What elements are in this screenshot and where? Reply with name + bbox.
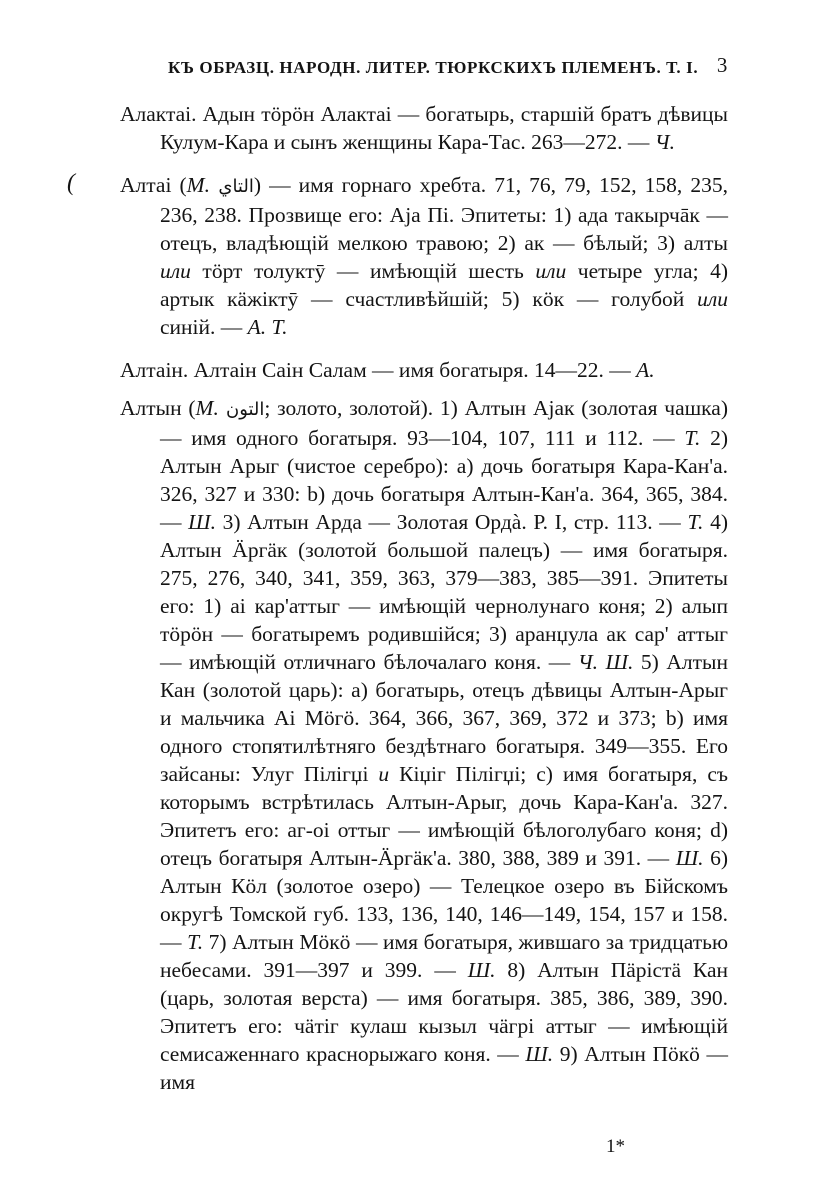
entry-text-segment: 6) Алтын Кӧл (золотое озеро) — Телецкое озеро въ Бійскомъ округѣ Томской губ. 133, 136, 140, 146—149, 154, 157 и 158. — bbox=[160, 846, 728, 954]
entry-text-segment: Т. bbox=[687, 510, 704, 534]
entry-text-segment: Т. bbox=[684, 426, 701, 450]
entry-text-segment: Ч. bbox=[654, 130, 675, 154]
entry-text-segment: или bbox=[697, 287, 728, 311]
entry-text-segment: ; золото, золотой). 1) Алтын Ајак (золотая чашка) — имя одного богатыря. 93—104, 107, 111 и 112. — bbox=[160, 396, 728, 450]
entry-text-segment: 7) Алтын Мӧкӧ — имя богатыря, жившаго за тридцатью небесами. 391—397 и 399. — bbox=[160, 930, 729, 982]
entry-text-segment: 4) Алтын Äргäк (золотой большой палецъ) — имя богатыря. 275, 276, 340, 341, 359, 363, 379—383, 385—391. Эпитеты его: 1) аі кар'аттыг — имѣющій чернолунаго коня; 2) алып тӧрӧн — богатыремъ родившійся; 3) аранџула ак сар' аттыг — имѣющій отличнаго бѣлочалаго коня. — bbox=[160, 510, 728, 674]
entry-text-segment: 3) Алтын Арда — Золотая Ордà. Р. I, стр. 113. — bbox=[215, 510, 688, 534]
entry-text-segment: Алтаін. Алтаін Саін Салам — имя богатыря. 14—22. — bbox=[120, 358, 637, 382]
dictionary-body bbox=[120, 100, 728, 1111]
entry-altai bbox=[120, 171, 728, 341]
entry-text-segment: 9) Алтын Пӧкӧ — имя bbox=[160, 1042, 728, 1094]
entry-text-segment: Алактаі. Адын тӧрӧн Алактаі — богатырь, старшій братъ дѣвицы Кулум-Кара и сынъ женщины Кара-Тас. 263—272. — bbox=[120, 102, 728, 154]
entry-text-segment: 8) Алтын Пäрiстä Кан (царь, золотая верста) — имя богатыря. 385, 386, 389, 390. Эпитетъ его: чäтiг кулаш кызыл чäгрi аттыг — имѣющій семисаженнаго краснорыжаго коня. — bbox=[160, 958, 728, 1066]
entry-text-segment: Алтаі ( bbox=[120, 173, 187, 197]
entry-text-segment: и bbox=[378, 762, 390, 786]
entry-text-segment: ) — имя горнаго хребта. 71, 76, 79, 152, 158, 235, 236, 238. Прозвище его: Аја Пі. Эпитеты: 1) ада такырчāк — отецъ, владѣющій мелкою травою; 2) ак — бѣлый; 3) алты bbox=[160, 173, 728, 255]
entry-text-segment: А. bbox=[636, 358, 655, 382]
entry-text-segment: четыре угла; 4) артык кäжiктӯ — счастливѣйшій; 5) кӧк — голубой bbox=[160, 259, 729, 311]
entry-text-segment: А. Т. bbox=[247, 315, 288, 339]
running-header bbox=[168, 53, 728, 84]
entry-text-segment: Ш. bbox=[525, 1042, 554, 1066]
entry-text-segment: 2) Алтын Арыг (чистое серебро): a) дочь богатыря Кара-Кан'а. 326, 327 и 330: b) дочь богатыря Алтын-Кан'а. 364, 365, 384. — bbox=[160, 426, 728, 534]
entry-text-segment: Алтын ( bbox=[120, 396, 196, 420]
entry-text-segment: синій. — bbox=[160, 315, 248, 339]
entry-altyn bbox=[120, 394, 728, 1096]
entry-text-segment: Т. bbox=[187, 930, 204, 954]
entry-text-segment: Ч. Ш. bbox=[577, 650, 634, 674]
entry-text-segment: ﺍﻟﺘﻮﻥ bbox=[218, 399, 265, 420]
entry-text-segment: Ш. bbox=[675, 846, 704, 870]
entry-altain bbox=[120, 356, 728, 384]
entry-text-segment: или bbox=[535, 259, 567, 283]
running-title: КЪ ОБРАЗЦ. НАРОДН. ЛИТЕР. ТЮРКСКИХЪ ПЛЕМЕНЪ. Т. I. bbox=[168, 58, 699, 77]
entry-text-segment: 5) Алтын Кан (золотой царь): a) богатырь, отецъ дѣвицы Алтын-Арыг и мальчика Аі Мӧгӧ. 364, 366, 367, 369, 372 и 373; b) имя одного стопятилѣтняго бездѣтнаго богатыря. 349—355. Его зайсаны: Улуг Пiлiгџi bbox=[160, 650, 728, 786]
entry-text-segment: ﺍﻟﺘﺎﻱ bbox=[209, 176, 254, 197]
page-number: 3 bbox=[716, 53, 728, 77]
entry-text-segment: Ш. bbox=[467, 958, 496, 982]
entry-text-segment: М. bbox=[195, 396, 219, 420]
entry-text-segment: Ш. bbox=[188, 510, 216, 534]
entry-text-segment: М. bbox=[186, 173, 210, 197]
entry-alaktai bbox=[120, 100, 728, 156]
entry-text-segment: Кiџiг Пiлiгџi; c) имя богатыря, съ которымъ встрѣтилась Алтын-Арыг, дочь Кара-Кан'а. 327. Эпитетъ его: аг-оі оттыг — имѣющій бѣлоголубаго коня; d) отецъ богатыря Алтын-Äргäк'а. 380, 388, 389 и 391. — bbox=[160, 762, 728, 870]
signature-mark: 1* bbox=[606, 1136, 625, 1157]
entry-text-segment: тӧрт толуктӯ — имѣющій шесть bbox=[190, 259, 536, 283]
entry-text-segment: или bbox=[160, 259, 191, 283]
